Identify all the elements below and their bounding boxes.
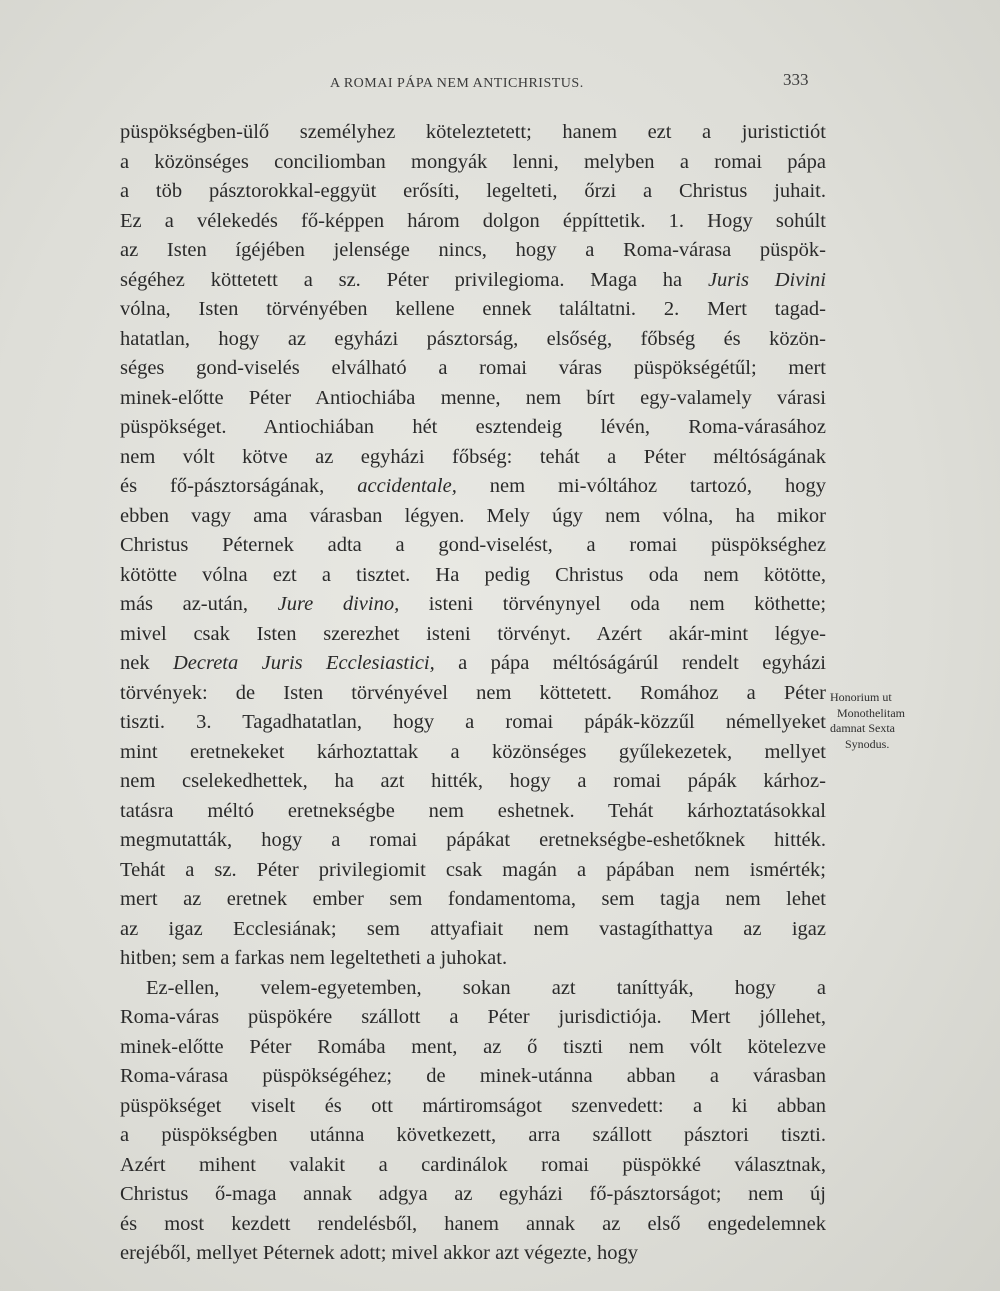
running-title: A ROMAI PÁPA NEM ANTICHRISTUS. (330, 76, 584, 91)
text-line: Ez-ellen, velem-egyetemben, sokan azt taníttyák, hogy a (146, 976, 826, 999)
text-line: tatásra méltó eretnekségbe nem eshetnek. Tehát kárhoztatásokkal (120, 799, 826, 822)
text-line: megmutatták, hogy a romai pápákat eretnekségbe-eshetőknek hitték. (120, 829, 826, 851)
margin-note-line: Synodus. (845, 736, 890, 751)
text-line: Azért mihent valakit a cardinálok romai püspökké választnak, (120, 1153, 826, 1176)
text-line: mivel csak Isten szerezhet isteni törvényt. Azért akár-mint légye- (120, 622, 826, 645)
text-line: az Isten ígéjében jelensége nincs, hogy a Roma-várasa püspök- (120, 239, 826, 261)
text-line: püspökséget viselt és ott mártiromságot szenvedett: a ki abban (120, 1094, 826, 1117)
text-line: hatatlan, hogy az egyházi pásztorság, elsőség, főbség és közön- (120, 327, 826, 350)
margin-note-line: Honorium ut (830, 690, 892, 704)
text-line: Roma-váras püspökére szállott a Péter jurisdictiója. Mert jóllehet, (120, 1006, 826, 1028)
text-line: ebben vagy ama várasban légyen. Mely úgy nem vólna, ha mikor (120, 504, 826, 527)
margin-note-line: damnat Sexta (830, 721, 895, 735)
text-line: erejéből, mellyet Péternek adott; mivel akkor azt végezte, hogy (120, 1242, 638, 1264)
text-line: és fő-pásztorságának, accidentale, nem mi-vóltához tartozó, hogy (120, 475, 826, 497)
text-line: séges gond-viselés elválható a romai váras püspökségétűl; mert (120, 357, 826, 379)
text-line: más az-után, Jure divino, isteni törvénynyel oda nem köthette; (120, 593, 827, 615)
text-line: hitben; sem a farkas nem legeltetheti a juhokat. (120, 947, 508, 969)
body-text (120, 118, 826, 1269)
text-line: nem vólt kötve az egyházi főbség: tehát a Péter méltóságának (120, 445, 826, 468)
text-line: minek-előtte Péter Antiochiába menne, nem bírt egy-valamely várasi (120, 386, 826, 409)
text-line: mert az eretnek ember sem fondamentoma, sem tagja nem lehet (120, 888, 826, 910)
text-line: Christus ő-maga annak adgya az egyházi fő-pásztorságot; nem új (120, 1183, 826, 1205)
text-line: a püspökségben utánna következett, arra szállott pásztori tiszti. (120, 1124, 826, 1146)
text-line: vólna, Isten törvényében kellene ennek találtatni. 2. Mert tagad- (120, 298, 826, 320)
text-line: tiszti. 3. Tagadhatatlan, hogy a romai pápák-közzűl némellyeket (120, 711, 826, 733)
text-line: püspökségben-ülő személyhez köteleztetett; hanem ezt a juristictiót (120, 121, 826, 143)
text-line: nem cselekedhettek, ha azt hitték, hogy a romai pápák kárhoz- (120, 770, 826, 792)
page-header (0, 70, 1000, 100)
text-line: az igaz Ecclesiának; sem attyafiait nem vastagíthattya az igaz (120, 917, 826, 940)
page-number: 333 (783, 70, 809, 89)
text-line: és most kezdett rendelésből, hanem annak az első engedelemnek (120, 1212, 826, 1235)
text-line: a közönséges conciliomban mongyák lenni, melyben a romai pápa (120, 150, 826, 173)
text-line: ségéhez köttetett a sz. Péter privilegioma. Maga ha Juris Divini (120, 268, 826, 291)
margin-note (830, 690, 930, 752)
margin-note-line: Monothelitam (837, 705, 905, 720)
text-line: Ez a vélekedés fő-képpen három dolgon éppíttetik. 1. Hogy sohúlt (120, 209, 826, 232)
text-line: püspökséget. Antiochiában hét esztendeig lévén, Roma-várasához (120, 416, 826, 438)
text-line: Roma-várasa püspökségéhez; de minek-utánna abban a várasban (120, 1065, 826, 1087)
text-line: nek Decreta Juris Ecclesiastici, a pápa méltóságárúl rendelt egyházi (120, 652, 826, 674)
text-line: minek-előtte Péter Romába ment, az ő tiszti nem vólt kötelezve (120, 1035, 826, 1058)
text-line: a töb pásztorokkal-eggyüt erősíti, legelteti, őrzi a Christus juhait. (120, 180, 826, 202)
text-line: Tehát a sz. Péter privilegiomit csak magán a pápában nem ismérték; (120, 858, 826, 881)
text-line: mint eretnekeket kárhoztattak a közönséges gyűlekezetek, mellyet (120, 740, 826, 763)
text-line: kötötte vólna ezt a tisztet. Ha pedig Christus oda nem kötötte, (120, 563, 826, 586)
text-line: Christus Péternek adta a gond-viselést, a romai püspökséghez (120, 534, 826, 556)
text-line: törvények: de Isten törvényével nem köttetett. Romához a Péter (120, 681, 826, 704)
